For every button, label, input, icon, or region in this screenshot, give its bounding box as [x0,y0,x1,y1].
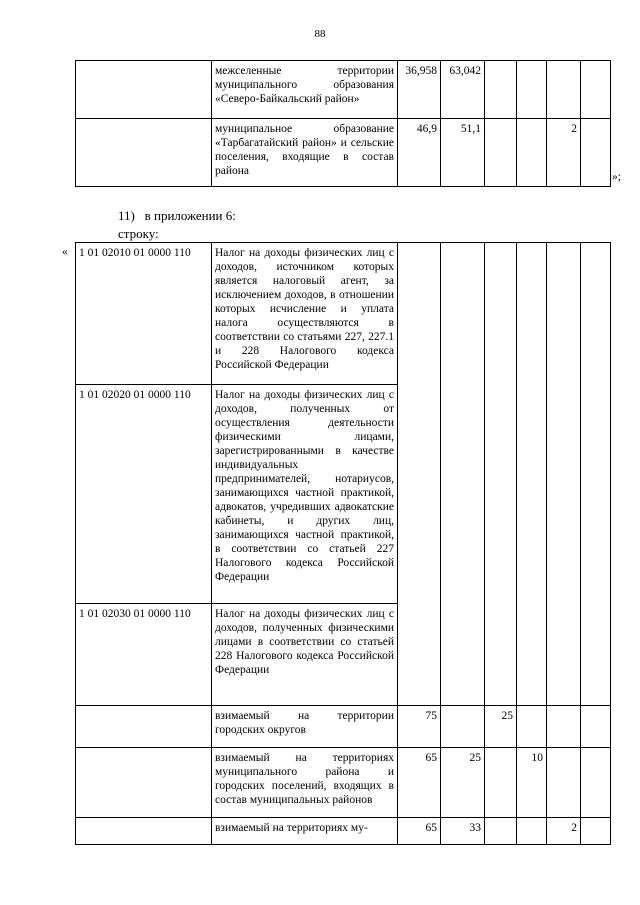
value-cell [581,748,611,818]
page-number: 88 [314,28,326,40]
description-cell: взимаемый на территории городских округов [212,706,398,748]
section-item: 11) в приложении 6: [118,208,236,223]
value-cell [581,119,611,187]
table-row [76,748,611,818]
value-cell: 65 [398,818,441,845]
table-row [76,119,611,187]
code-cell: 1 01 02010 01 0000 110 [76,243,212,385]
value-cell [547,706,581,748]
value-cell: 2 [547,818,581,845]
description-cell: муниципальное образование «Тарбагатайский район» и сельские поселения, входящие в состав района [212,119,398,187]
value-cell [547,748,581,818]
value-cell [441,243,485,706]
opening-quote: « [62,246,68,258]
value-cell: 51,1 [441,119,485,187]
description-cell: межселенные территории муниципального образования «Северо-Байкальский район» [212,61,398,119]
value-cell [485,748,517,818]
value-cell [517,243,547,706]
code-cell [76,706,212,748]
value-cell [547,243,581,706]
closing-quote: »; [612,171,621,183]
value-cell: 25 [485,706,517,748]
value-cell [547,61,581,119]
value-cell [581,818,611,845]
value-cell: 46,9 [398,119,441,187]
code-cell [76,818,212,845]
value-cell [517,61,547,119]
value-cell [581,61,611,119]
code-cell [76,748,212,818]
code-cell [76,61,212,119]
value-cell [517,706,547,748]
code-cell: 1 01 02020 01 0000 110 [76,385,212,604]
description-cell: взимаемый на территориях муниципального района и городских поселений, входящих в состав муниципальных районов [212,748,398,818]
code-cell: 1 01 02030 01 0000 110 [76,604,212,706]
table-row [76,818,611,845]
value-cell: 10 [517,748,547,818]
description-cell: Налог на доходы физических лиц с доходов, полученных физическими лицами в соответствии со статьей 228 Налогового кодекса Российской Федерации [212,604,398,706]
value-cell [517,119,547,187]
table-row [76,706,611,748]
value-cell: 63,042 [441,61,485,119]
description-cell: Налог на доходы физических лиц с доходов, полученных от осуществления деятельности физическими лицами, зарегистрированными в качестве индивидуальных предпринимателей, нотариусов, занимающихся частной практикой, адвокатов, учредивших адвокатские кабинеты, и других лиц, занимающихся частной практикой, в соответствии со статьей 227 Налогового кодекса Российской Федерации [212,385,398,604]
value-cell: 2 [547,119,581,187]
value-cell: 36,958 [398,61,441,119]
value-cell [517,818,547,845]
value-cell [398,243,441,706]
value-cell [441,706,485,748]
value-cell [485,119,517,187]
description-cell: взимаемый на территориях му- [212,818,398,845]
value-cell: 65 [398,748,441,818]
value-cell [581,243,611,706]
section-sub: строку: [118,226,159,241]
top-table [75,60,611,187]
value-cell: 33 [441,818,485,845]
value-cell [485,243,517,706]
value-cell [485,818,517,845]
value-cell [581,706,611,748]
value-cell [485,61,517,119]
value-cell: 25 [441,748,485,818]
table-row [76,243,611,385]
code-cell [76,119,212,187]
table-row [76,61,611,119]
description-cell: Налог на доходы физических лиц с доходов, источником которых является налоговый агент, за исключением доходов, в отношении которых исчисление и уплата налога осуществляются в соответствии со статьями 227, 227.1 и 228 Налогового кодекса Российской Федерации [212,243,398,385]
bottom-table [75,242,611,845]
value-cell: 75 [398,706,441,748]
